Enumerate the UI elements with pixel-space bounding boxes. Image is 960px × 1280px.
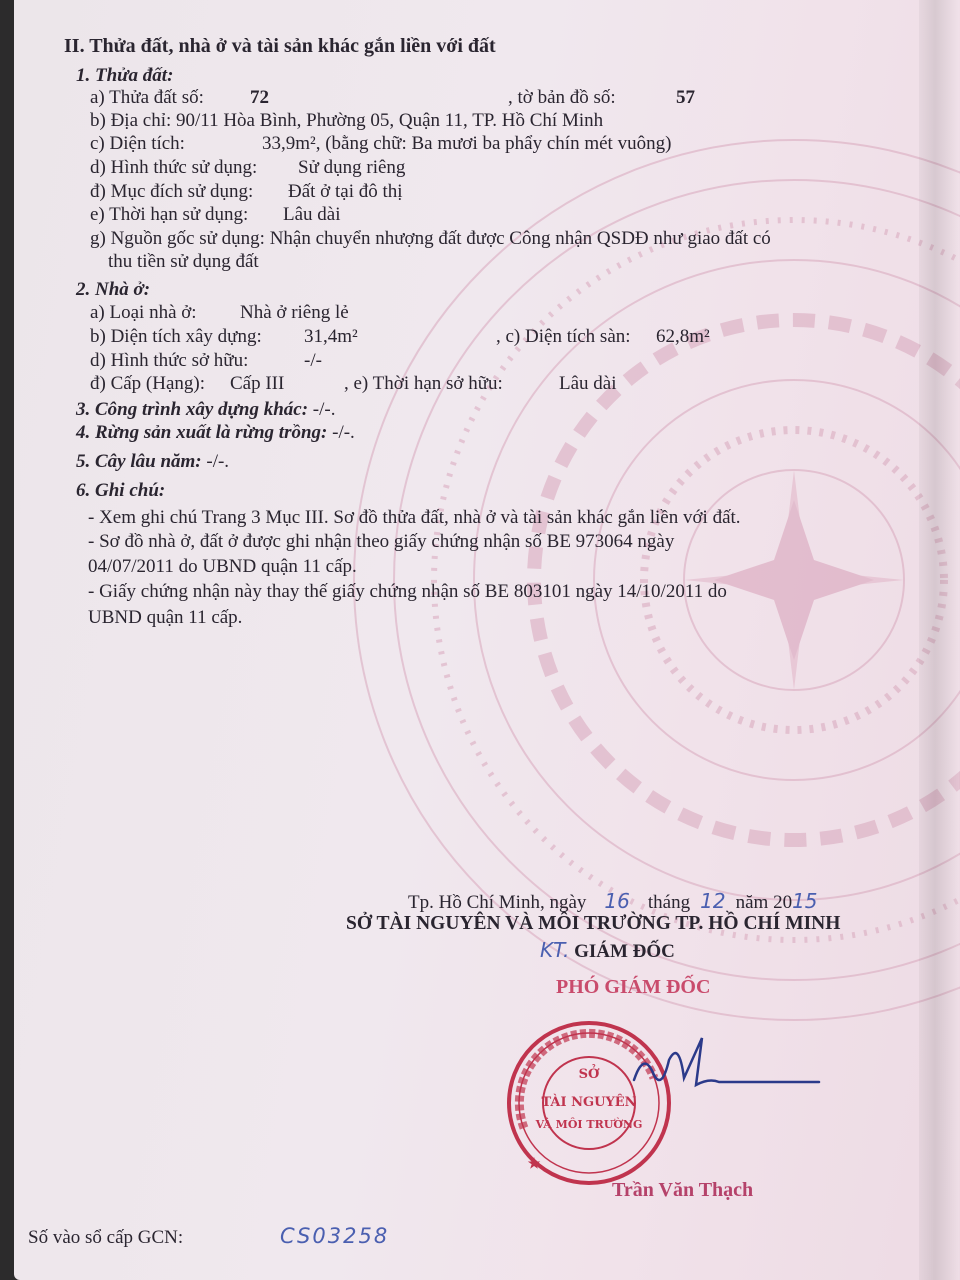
- other-construction-value: -/-.: [312, 399, 336, 420]
- land-heading: 1. Thửa đất:: [76, 65, 174, 86]
- note-line: 04/07/2011 do UBND quận 11 cấp.: [88, 556, 357, 577]
- other-construction-heading: 3. Công trình xây dựng khác:: [76, 399, 309, 420]
- use-purpose-value: Đất ở tại đô thị: [288, 181, 403, 202]
- deputy-title: PHÓ GIÁM ĐỐC: [556, 976, 711, 998]
- build-area-label: b) Diện tích xây dựng:: [90, 326, 262, 347]
- note-line: - Sơ đồ nhà ở, đất ở được ghi nhận theo giấy chứng nhận số BE 973064 ngày: [88, 531, 675, 552]
- use-form-label: d) Hình thức sử dụng:: [90, 157, 258, 178]
- date-day: 16: [604, 889, 630, 913]
- certificate-page: [14, 0, 960, 1280]
- note-line: - Xem ghi chú Trang 3 Mục III. Sơ đồ thửa đất, nhà ở và tài sản khác gắn liền với đất.: [88, 507, 741, 528]
- svg-text:SỞ: SỞ: [578, 1067, 600, 1082]
- kt-handwritten: KT.: [540, 938, 570, 962]
- forest-value: -/-.: [332, 422, 355, 443]
- agency-name: SỞ TÀI NGUYÊN VÀ MÔI TRƯỜNG TP. HỒ CHÍ MINH: [346, 913, 841, 934]
- house-type-value: Nhà ở riêng lẻ: [240, 302, 349, 323]
- forest-row: [76, 423, 355, 442]
- land-area-label: c) Diện tích:: [90, 133, 185, 154]
- month-label: tháng: [647, 892, 691, 913]
- grade-label: đ) Cấp (Hạng):: [90, 373, 206, 394]
- section-title: II. Thửa đất, nhà ở và tài sản khác gắn liền với đất: [64, 35, 496, 57]
- perennial-heading: 5. Cây lâu năm:: [76, 451, 202, 472]
- perennial-value: -/-.: [206, 451, 230, 472]
- use-term-value: Lâu dài: [283, 204, 341, 225]
- origin-line-1: g) Nguồn gốc sử dụng: Nhận chuyển nhượng đất được Công nhận QSDĐ như giao đất có: [90, 228, 771, 249]
- svg-text:★: ★: [527, 1156, 541, 1172]
- ownership-form-label: d) Hình thức sở hữu:: [90, 350, 249, 371]
- ownership-term-label: , e) Thời hạn sở hữu:: [344, 373, 503, 394]
- place-date: [408, 891, 818, 912]
- ownership-form-value: -/-: [304, 350, 322, 371]
- origin-line-2: thu tiền sử dụng đất: [108, 251, 259, 272]
- signer-name: Trần Văn Thạch: [612, 1179, 754, 1201]
- year-label: năm 20: [735, 892, 793, 913]
- parcel-number-label: a) Thửa đất số:: [90, 87, 204, 108]
- use-purpose-label: đ) Mục đích sử dụng:: [90, 181, 254, 202]
- register-number-label: Số vào sổ cấp GCN:: [28, 1227, 184, 1248]
- svg-text:TÀI NGUYÊN: TÀI NGUYÊN: [541, 1095, 637, 1110]
- svg-text:VÀ MÔI TRƯỜNG: VÀ MÔI TRƯỜNG: [535, 1118, 643, 1131]
- use-term-label: e) Thời hạn sử dụng:: [90, 204, 249, 225]
- map-sheet-value: 57: [676, 87, 695, 108]
- land-area-value: 33,9m², (bằng chữ: Ba mươi ba phẩy chín mét vuông): [262, 133, 672, 154]
- address-line: b) Địa chỉ: 90/11 Hòa Bình, Phường 05, Quận 11, TP. Hồ Chí Minh: [90, 110, 604, 131]
- date-year: 15: [792, 889, 818, 913]
- register-number-value: CS03258: [280, 1224, 390, 1248]
- note-line: - Giấy chứng nhận này thay thế giấy chứng nhận số BE 803101 ngày 14/10/2011 do: [88, 581, 727, 602]
- floor-area-label: , c) Diện tích sàn:: [496, 326, 631, 347]
- other-construction-row: [76, 400, 335, 419]
- parcel-number-value: 72: [250, 87, 269, 108]
- map-sheet-label: , tờ bản đồ số:: [508, 87, 616, 108]
- forest-heading: 4. Rừng sản xuất là rừng trồng:: [76, 422, 328, 443]
- signature-icon: [624, 1030, 834, 1110]
- note-line: UBND quận 11 cấp.: [88, 607, 243, 628]
- house-type-label: a) Loại nhà ở:: [90, 302, 197, 323]
- build-area-value: 31,4m²: [304, 326, 358, 347]
- house-heading: 2. Nhà ở:: [76, 279, 151, 300]
- date-month: 12: [700, 889, 726, 913]
- director-title: GIÁM ĐỐC: [574, 941, 675, 962]
- director-line: [540, 940, 675, 961]
- notes-heading: 6. Ghi chú:: [76, 480, 166, 501]
- perennial-row: [76, 452, 229, 471]
- use-form-value: Sử dụng riêng: [298, 157, 406, 178]
- grade-value: Cấp III: [230, 373, 285, 394]
- floor-area-value: 62,8m²: [656, 326, 710, 347]
- place-date-prefix: Tp. Hồ Chí Minh, ngày: [408, 892, 587, 913]
- page-fold: [919, 0, 959, 1280]
- ownership-term-value: Lâu dài: [559, 373, 617, 394]
